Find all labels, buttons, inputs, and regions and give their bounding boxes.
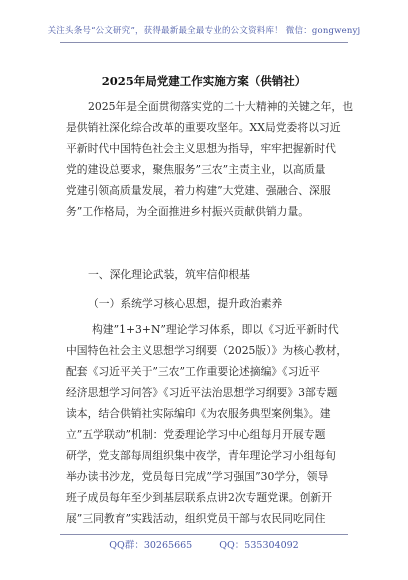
body-line: 立”五学联动”机制：党委理论学习中心组每月开展专题	[66, 428, 326, 441]
body-line: 班子成员每年至少到基层联系点讲2次专题党课。创新开	[66, 491, 332, 504]
intro-paragraph	[66, 96, 354, 222]
footer-qq-group: QQ群：30265665	[109, 540, 193, 551]
body-line: 读本，结合供销社实际编印《为农服务典型案例集》。建	[66, 407, 331, 420]
intro-line: 党建引领高质量发展，着力构建”大党建、强融合、深服	[66, 184, 331, 197]
intro-line: 务”工作格局，为全面推进乡村振兴贡献供销力量。	[66, 205, 310, 218]
body-line: 举办读书沙龙，党员每日完成”学习强国”30学分，领导	[66, 470, 329, 483]
body-line: 中国特色社会主义思想学习纲要（2025版）》为核心教材，	[66, 344, 348, 357]
body-line: 配套《习近平关于”三农”工作重要论述摘编》《习近平	[66, 365, 320, 378]
intro-line: 党的建设总要求，聚焦服务”三农”主责主业，以高质量	[66, 163, 326, 176]
document-title: 2025年局党建工作实施方案（供销社）	[101, 74, 307, 88]
intro-line: 平新时代中国特色社会主义思想为指导，牢牢把握新时代	[66, 142, 336, 155]
section-heading: 一、深化理论武装，筑牢信仰根基	[88, 268, 250, 281]
body-line: 展”三同教育”实践活动，组织党员干部与农民同吃同住	[66, 512, 326, 525]
footer-divider	[60, 534, 348, 535]
body-line: 研学，党支部每周组织集中夜学，青年理论学习小组每旬	[66, 449, 336, 462]
header-banner: 关注头条号“公文研究”，获得最新最全最专业的公文资料库！ 微信：gongwenyj	[47, 26, 361, 36]
body-line: 构建”1+3+N”理论学习体系，即以《习近平新时代	[92, 323, 339, 336]
body-line: 经济思想学习问答》《习近平法治思想学习纲要》3部专题	[66, 386, 338, 399]
header-divider	[60, 42, 348, 43]
footer-qq: QQ：535304092	[219, 540, 299, 551]
intro-line: 2025年是全面贯彻落实党的二十大精神的关键之年，也	[88, 100, 354, 113]
footer	[0, 537, 408, 551]
body-paragraph	[66, 319, 348, 529]
subsection-heading: （一）系统学习核心思想，提升政治素养	[88, 297, 283, 310]
intro-line: 是供销社深化综合改革的重要攻坚年。XX局党委将以习近	[66, 121, 341, 134]
